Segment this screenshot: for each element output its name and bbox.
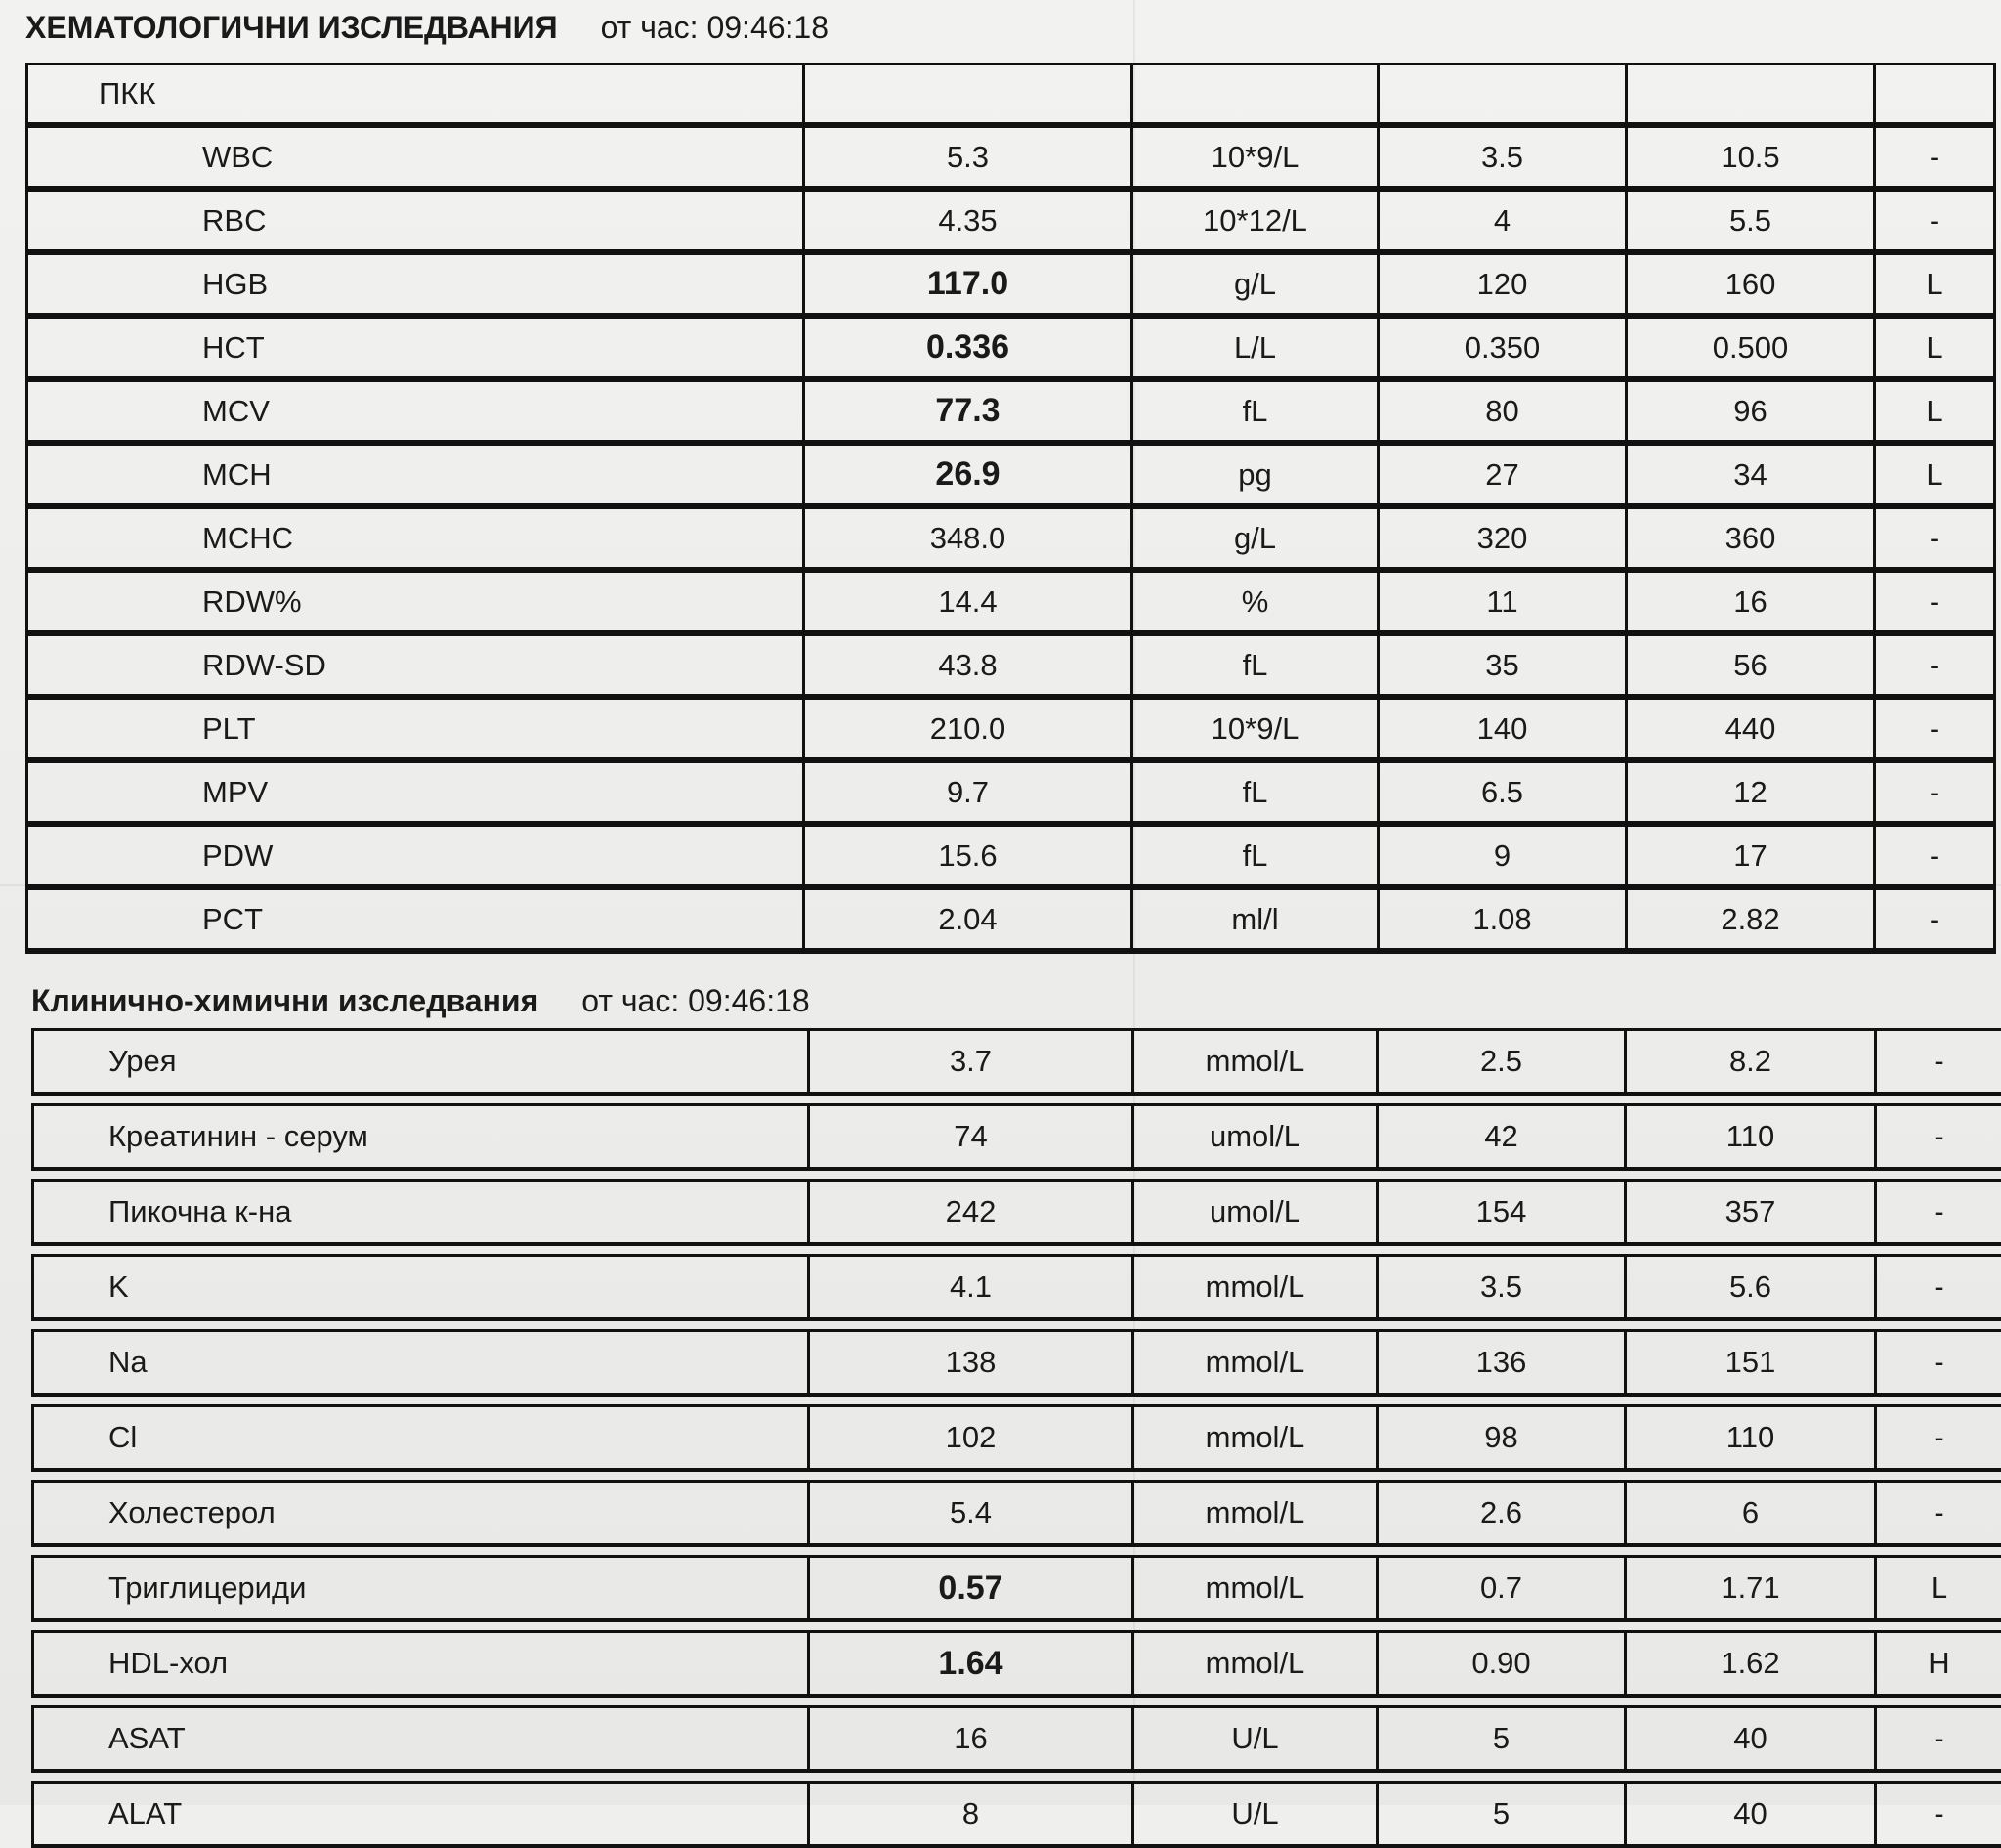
result-flag: - — [1875, 506, 1995, 570]
paper-crease — [0, 884, 2001, 886]
row-gap-cell — [33, 1696, 2001, 1707]
row-gap-cell — [33, 1620, 2001, 1632]
result-unit: 10*9/L — [1132, 697, 1379, 760]
result-unit: % — [1132, 570, 1379, 633]
result-value: 26.9 — [804, 443, 1132, 506]
result-unit: L/L — [1132, 316, 1379, 379]
reference-low: 120 — [1379, 252, 1627, 316]
result-value: 16 — [809, 1707, 1133, 1772]
row-gap-cell — [33, 1545, 2001, 1557]
result-flag: - — [1876, 1482, 2001, 1546]
reference-low: 27 — [1379, 443, 1627, 506]
result-unit: g/L — [1132, 506, 1379, 570]
result-value: 5.4 — [809, 1482, 1133, 1546]
test-name: Холестерол — [33, 1482, 809, 1546]
row-gap-cell — [33, 1470, 2001, 1482]
result-unit: U/L — [1133, 1783, 1378, 1847]
reference-high: 2.82 — [1627, 887, 1875, 951]
hematology-group-header — [27, 64, 1995, 126]
result-unit: fL — [1132, 379, 1379, 443]
result-value: 4.35 — [804, 189, 1132, 252]
empty-cell — [1379, 64, 1627, 126]
result-value: 5.3 — [804, 125, 1132, 189]
reference-low: 3.5 — [1379, 125, 1627, 189]
result-row — [27, 379, 1995, 443]
result-flag: - — [1875, 887, 1995, 951]
result-row — [33, 1406, 2001, 1471]
result-flag: - — [1875, 697, 1995, 760]
reference-high: 56 — [1627, 633, 1875, 697]
row-gap-cell — [33, 1169, 2001, 1181]
row-gap-cell — [33, 1395, 2001, 1406]
result-unit: umol/L — [1133, 1105, 1378, 1170]
reference-high: 17 — [1627, 824, 1875, 887]
test-name: Креатинин - серум — [33, 1105, 809, 1170]
result-flag: - — [1875, 760, 1995, 824]
test-name: MCH — [27, 443, 804, 506]
test-name: ALAT — [33, 1783, 809, 1847]
row-gap — [33, 1395, 2001, 1406]
result-unit: U/L — [1133, 1707, 1378, 1772]
result-flag: - — [1875, 633, 1995, 697]
result-unit: g/L — [1132, 252, 1379, 316]
result-flag: - — [1876, 1030, 2001, 1095]
result-unit: 10*9/L — [1132, 125, 1379, 189]
reference-low: 2.5 — [1378, 1030, 1626, 1095]
result-unit: pg — [1132, 443, 1379, 506]
test-name: RDW-SD — [27, 633, 804, 697]
reference-high: 96 — [1627, 379, 1875, 443]
reference-high: 110 — [1626, 1406, 1876, 1471]
result-row — [33, 1331, 2001, 1396]
result-row — [33, 1632, 2001, 1697]
result-row — [27, 633, 1995, 697]
reference-low: 0.90 — [1378, 1632, 1626, 1697]
reference-low: 3.5 — [1378, 1256, 1626, 1320]
result-value: 43.8 — [804, 633, 1132, 697]
test-name: Урея — [33, 1030, 809, 1095]
group-label: ПКК — [27, 64, 804, 126]
result-value: 348.0 — [804, 506, 1132, 570]
test-name: MCV — [27, 379, 804, 443]
chemistry-title: Клинично-химични изследвания — [31, 983, 538, 1018]
reference-low: 11 — [1379, 570, 1627, 633]
result-row — [27, 887, 1995, 951]
result-unit: mmol/L — [1133, 1557, 1378, 1621]
test-name: Na — [33, 1331, 809, 1396]
reference-high: 357 — [1626, 1181, 1876, 1245]
reference-low: 5 — [1378, 1783, 1626, 1847]
row-gap-cell — [33, 1244, 2001, 1256]
reference-low: 98 — [1378, 1406, 1626, 1471]
test-name: PDW — [27, 824, 804, 887]
result-flag: H — [1876, 1632, 2001, 1697]
row-gap — [33, 1470, 2001, 1482]
result-row — [33, 1105, 2001, 1170]
result-row — [33, 1256, 2001, 1320]
result-row — [27, 316, 1995, 379]
result-row — [27, 697, 1995, 760]
result-unit: mmol/L — [1133, 1256, 1378, 1320]
result-flag: - — [1875, 125, 1995, 189]
paper-crease — [1133, 0, 1135, 1805]
result-unit: fL — [1132, 824, 1379, 887]
result-unit: fL — [1132, 633, 1379, 697]
reference-low: 42 — [1378, 1105, 1626, 1170]
row-gap — [33, 1094, 2001, 1105]
test-name: ASAT — [33, 1707, 809, 1772]
result-row — [27, 443, 1995, 506]
result-row — [27, 570, 1995, 633]
reference-low: 154 — [1378, 1181, 1626, 1245]
row-gap — [33, 1620, 2001, 1632]
row-gap — [33, 1545, 2001, 1557]
result-flag: L — [1875, 443, 1995, 506]
result-flag: L — [1876, 1557, 2001, 1621]
result-value: 77.3 — [804, 379, 1132, 443]
reference-low: 140 — [1379, 697, 1627, 760]
result-value: 138 — [809, 1331, 1133, 1396]
chemistry-section-title — [31, 983, 810, 1019]
result-flag: - — [1876, 1105, 2001, 1170]
result-value: 8 — [809, 1783, 1133, 1847]
result-value: 242 — [809, 1181, 1133, 1245]
result-value: 74 — [809, 1105, 1133, 1170]
chemistry-time: от час: 09:46:18 — [581, 983, 809, 1018]
reference-high: 40 — [1626, 1783, 1876, 1847]
result-flag: - — [1875, 824, 1995, 887]
reference-low: 6.5 — [1379, 760, 1627, 824]
result-unit: mmol/L — [1133, 1482, 1378, 1546]
hematology-title: ХЕМАТОЛОГИЧНИ ИЗСЛЕДВАНИЯ — [25, 10, 558, 45]
empty-cell — [1132, 64, 1379, 126]
reference-high: 34 — [1627, 443, 1875, 506]
test-name: PLT — [27, 697, 804, 760]
hematology-section-title — [25, 10, 829, 46]
reference-high: 110 — [1626, 1105, 1876, 1170]
reference-high: 12 — [1627, 760, 1875, 824]
result-row — [33, 1707, 2001, 1772]
result-value: 14.4 — [804, 570, 1132, 633]
result-flag: - — [1876, 1256, 2001, 1320]
result-row — [33, 1482, 2001, 1546]
reference-low: 320 — [1379, 506, 1627, 570]
reference-high: 151 — [1626, 1331, 1876, 1396]
row-gap — [33, 1169, 2001, 1181]
reference-low: 136 — [1378, 1331, 1626, 1396]
result-flag: L — [1875, 316, 1995, 379]
result-row — [33, 1030, 2001, 1095]
result-value: 0.336 — [804, 316, 1132, 379]
result-unit: 10*12/L — [1132, 189, 1379, 252]
result-value: 210.0 — [804, 697, 1132, 760]
reference-high: 10.5 — [1627, 125, 1875, 189]
result-unit: ml/l — [1132, 887, 1379, 951]
result-row — [27, 506, 1995, 570]
result-row — [33, 1783, 2001, 1847]
result-row — [27, 125, 1995, 189]
reference-high: 5.5 — [1627, 189, 1875, 252]
result-value: 2.04 — [804, 887, 1132, 951]
reference-low: 2.6 — [1378, 1482, 1626, 1546]
result-row — [27, 252, 1995, 316]
result-flag: L — [1875, 379, 1995, 443]
reference-high: 40 — [1626, 1707, 1876, 1772]
result-row — [33, 1181, 2001, 1245]
reference-high: 440 — [1627, 697, 1875, 760]
result-value: 117.0 — [804, 252, 1132, 316]
result-flag: - — [1875, 189, 1995, 252]
result-flag: - — [1876, 1783, 2001, 1847]
test-name: Пикочна к-на — [33, 1181, 809, 1245]
result-flag: - — [1876, 1181, 2001, 1245]
reference-low: 1.08 — [1379, 887, 1627, 951]
row-gap-cell — [33, 1771, 2001, 1783]
test-name: Cl — [33, 1406, 809, 1471]
row-gap-cell — [33, 1319, 2001, 1331]
reference-low: 0.350 — [1379, 316, 1627, 379]
reference-low: 0.7 — [1378, 1557, 1626, 1621]
result-unit: umol/L — [1133, 1181, 1378, 1245]
chemistry-table — [31, 1028, 2001, 1848]
reference-high: 1.71 — [1626, 1557, 1876, 1621]
reference-low: 5 — [1378, 1707, 1626, 1772]
test-name: WBC — [27, 125, 804, 189]
row-gap-cell — [33, 1094, 2001, 1105]
result-unit: mmol/L — [1133, 1331, 1378, 1396]
result-unit: mmol/L — [1133, 1632, 1378, 1697]
result-value: 102 — [809, 1406, 1133, 1471]
empty-cell — [1627, 64, 1875, 126]
reference-high: 1.62 — [1626, 1632, 1876, 1697]
result-flag: - — [1876, 1707, 2001, 1772]
result-value: 4.1 — [809, 1256, 1133, 1320]
test-name: K — [33, 1256, 809, 1320]
row-gap — [33, 1696, 2001, 1707]
reference-high: 5.6 — [1626, 1256, 1876, 1320]
result-unit: mmol/L — [1133, 1406, 1378, 1471]
test-name: MPV — [27, 760, 804, 824]
reference-high: 8.2 — [1626, 1030, 1876, 1095]
result-flag: L — [1875, 252, 1995, 316]
test-name: PCT — [27, 887, 804, 951]
test-name: HGB — [27, 252, 804, 316]
row-gap — [33, 1771, 2001, 1783]
result-unit: fL — [1132, 760, 1379, 824]
result-value: 15.6 — [804, 824, 1132, 887]
reference-high: 160 — [1627, 252, 1875, 316]
result-row — [33, 1557, 2001, 1621]
test-name: RDW% — [27, 570, 804, 633]
result-row — [27, 824, 1995, 887]
reference-low: 4 — [1379, 189, 1627, 252]
row-gap — [33, 1319, 2001, 1331]
empty-cell — [1875, 64, 1995, 126]
result-flag: - — [1875, 570, 1995, 633]
hematology-table — [25, 63, 1996, 954]
reference-high: 0.500 — [1627, 316, 1875, 379]
reference-low: 80 — [1379, 379, 1627, 443]
result-row — [27, 189, 1995, 252]
test-name: HCT — [27, 316, 804, 379]
test-name: MCHC — [27, 506, 804, 570]
hematology-time: от час: 09:46:18 — [601, 10, 829, 45]
result-flag: - — [1876, 1331, 2001, 1396]
reference-high: 16 — [1627, 570, 1875, 633]
test-name: RBC — [27, 189, 804, 252]
result-flag: - — [1876, 1406, 2001, 1471]
test-name: HDL-хол — [33, 1632, 809, 1697]
reference-low: 35 — [1379, 633, 1627, 697]
empty-cell — [804, 64, 1132, 126]
test-name: Триглицериди — [33, 1557, 809, 1621]
result-row — [27, 760, 1995, 824]
reference-high: 6 — [1626, 1482, 1876, 1546]
result-value: 3.7 — [809, 1030, 1133, 1095]
row-gap — [33, 1244, 2001, 1256]
result-value: 1.64 — [809, 1632, 1133, 1697]
reference-high: 360 — [1627, 506, 1875, 570]
result-unit: mmol/L — [1133, 1030, 1378, 1095]
result-value: 0.57 — [809, 1557, 1133, 1621]
result-value: 9.7 — [804, 760, 1132, 824]
reference-low: 9 — [1379, 824, 1627, 887]
